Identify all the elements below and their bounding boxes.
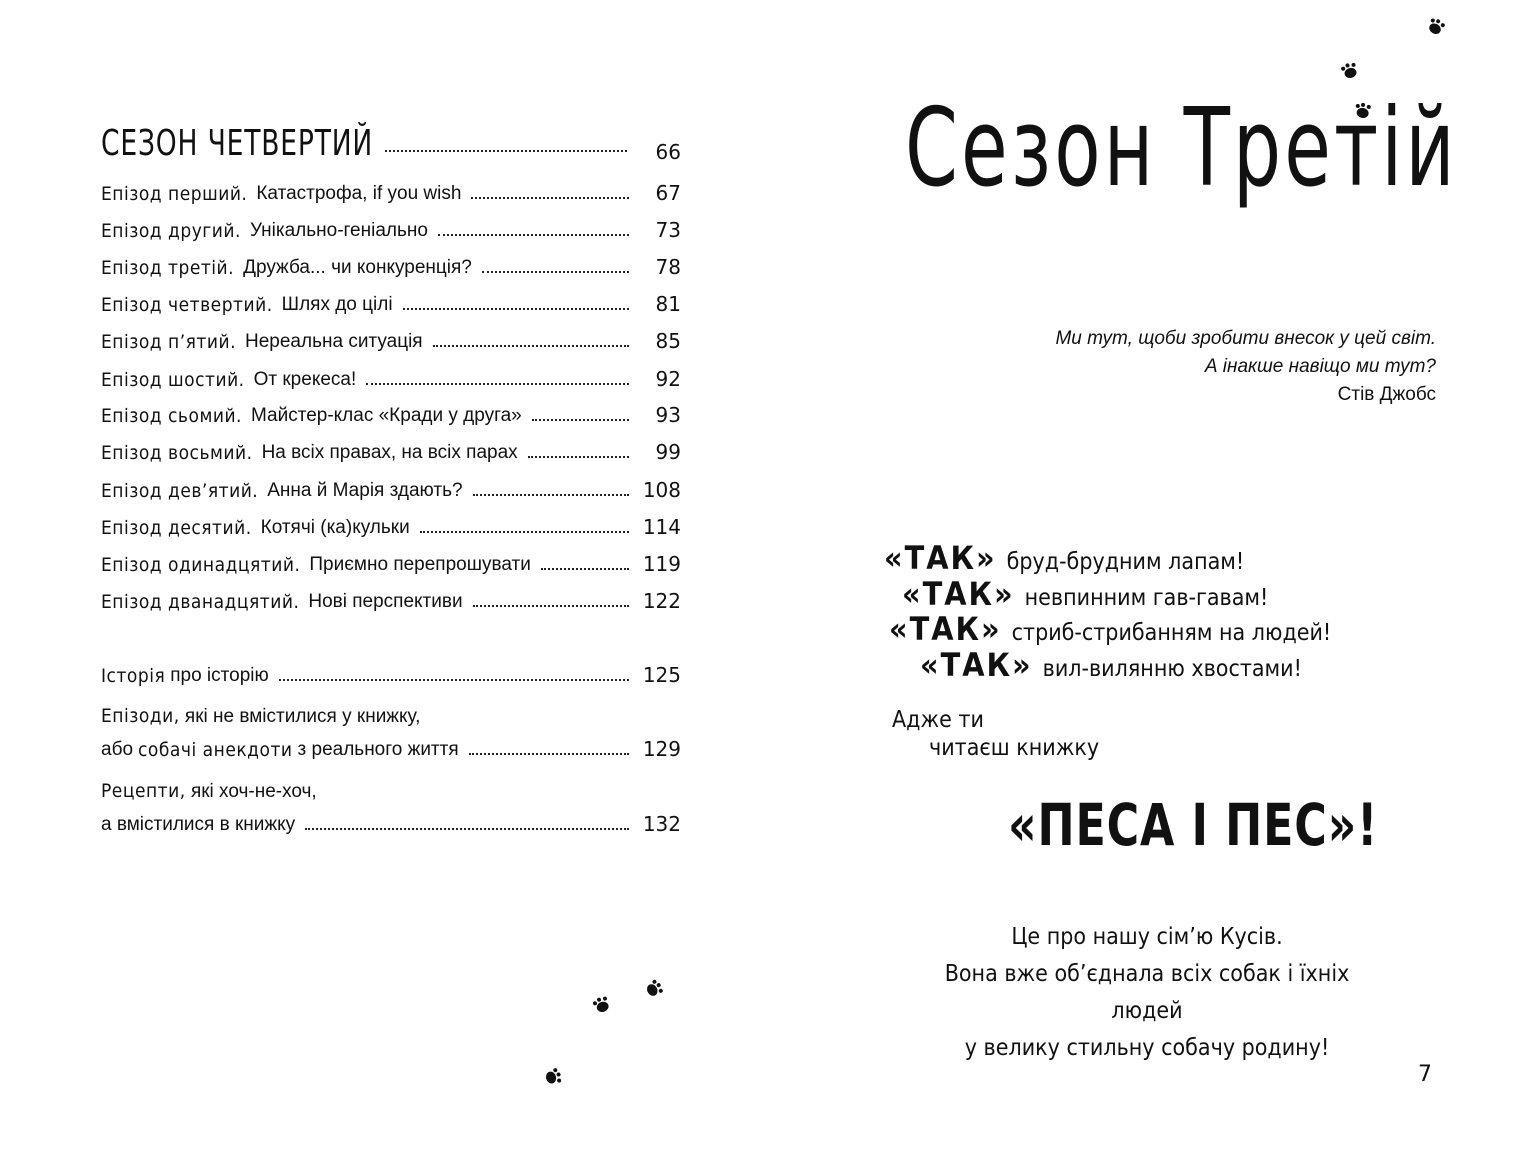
episode-title: Котячі (ка)кульки — [260, 517, 410, 538]
leader-dots — [279, 679, 629, 681]
adje-line: читаєш книжку — [929, 735, 1100, 761]
page-number-ref: 85 — [655, 329, 681, 353]
toc-row — [101, 251, 681, 279]
yes-line — [889, 610, 1332, 648]
extra-episodes-text: які не вмістилися у книжку, — [184, 706, 421, 727]
episode-label: Епізод четвертий. — [101, 294, 273, 316]
toc-row — [101, 214, 681, 242]
page-number-ref: 108 — [642, 478, 681, 502]
leader-dots — [438, 234, 629, 236]
episode-title: Катастрофа, if you wish — [256, 183, 462, 204]
page-number-ref: 122 — [642, 589, 681, 613]
page-number-ref: 114 — [642, 515, 681, 539]
quote-author: Стів Джобс — [1337, 384, 1436, 405]
episode-label: Епізод другий. — [101, 220, 241, 242]
paw-print-icon — [1423, 14, 1449, 40]
toc-row — [101, 585, 681, 613]
leader-dots — [532, 419, 629, 421]
epigraph — [1055, 325, 1436, 409]
jokes-label: собачі анекдоти — [138, 739, 293, 761]
page-number-ref: 78 — [655, 255, 681, 279]
paw-print-icon — [1338, 60, 1362, 83]
page-number-ref: 129 — [642, 737, 681, 761]
episode-label: Епізод дев’ятий. — [101, 480, 259, 502]
episode-title: Майстер-клас «Кради у друга» — [250, 405, 522, 426]
toc-row — [101, 363, 681, 391]
leader-dots — [528, 456, 629, 458]
page-number-ref: 119 — [642, 552, 681, 576]
about-block — [912, 919, 1382, 1067]
episode-label: Епізод п’ятий. — [101, 331, 236, 353]
paw-print-icon — [590, 993, 615, 1017]
yes-line — [902, 575, 1269, 613]
yes-text: вил-вилянню хвостами! — [1042, 656, 1302, 682]
yes-word: «ТАК» — [902, 575, 1015, 613]
page-number-ref: 81 — [655, 292, 681, 316]
yes-line — [884, 539, 1245, 577]
leader-dots — [420, 531, 629, 533]
leader-dots — [473, 494, 629, 496]
recipes-text: які хоч-не-хоч, — [190, 781, 317, 802]
yes-text: стриб-стрибанням на людей! — [1011, 620, 1332, 646]
episode-title: На всіх правах, на всіх парах — [261, 442, 518, 463]
leader-dots — [541, 568, 629, 570]
leader-dots — [403, 308, 629, 310]
episode-label: Епізод одинадцятий. — [101, 554, 301, 576]
toc-recipes-line1 — [101, 780, 681, 803]
toc-row — [101, 474, 681, 502]
page-number-ref: 67 — [655, 181, 681, 205]
toc-row — [101, 511, 681, 539]
episode-title: Нереальна ситуація — [245, 331, 423, 352]
leader-dots — [469, 753, 629, 755]
leader-dots — [385, 150, 627, 152]
page-number-ref: 132 — [642, 812, 681, 836]
episode-title: От крекеса! — [253, 369, 357, 390]
extra-prefix: або — [101, 739, 134, 760]
episode-title: Нові перспективи — [308, 591, 463, 612]
about-line: Вона вже об’єднала всіх собак і їхніх людей — [944, 961, 1350, 1024]
history-label: Історія — [101, 665, 166, 687]
episode-label: Епізод восьмий. — [101, 442, 253, 464]
episode-label: Епізод дванадцятий. — [101, 591, 300, 613]
leader-dots — [433, 345, 629, 347]
toc-row-history — [101, 659, 681, 687]
history-title: про історію — [170, 665, 269, 686]
toc-row — [101, 288, 681, 316]
book-title: «ПЕСА І ПЕС»! — [1008, 791, 1379, 859]
adje-line: Адже ти — [892, 707, 984, 733]
season-title: СЕЗОН ЧЕТВЕРТИЙ — [101, 123, 374, 164]
page-number: 7 — [1418, 1062, 1432, 1087]
extra-rest: з реального життя — [297, 739, 459, 760]
recipes-line2: а вмістилися в книжку — [101, 814, 296, 835]
recipes-label: Рецепти, — [101, 780, 186, 802]
extra-episodes-label: Епізоди, — [101, 705, 180, 727]
season-three-title: Сезон Третій — [905, 86, 1458, 211]
page-number-ref: 92 — [655, 367, 681, 391]
page-number-ref: 99 — [655, 440, 681, 464]
episode-title: Унікально-геніально — [249, 220, 428, 241]
episode-title: Анна й Марія здають? — [267, 480, 463, 501]
leader-dots — [473, 605, 629, 607]
page-number-ref: 125 — [642, 663, 681, 687]
yes-word: «ТАК» — [920, 646, 1033, 684]
episode-label: Епізод сьомий. — [101, 405, 242, 427]
yes-text: бруд-брудним лапам! — [1006, 549, 1245, 575]
toc-row — [101, 177, 681, 205]
episode-title: Дружба... чи конкуренція? — [243, 257, 472, 278]
leader-dots — [305, 828, 629, 830]
leader-dots — [471, 197, 629, 199]
toc-row-extra — [101, 733, 681, 761]
episode-label: Епізод шостий. — [101, 369, 245, 391]
toc-extra-line1 — [101, 705, 681, 728]
leader-dots — [366, 383, 629, 385]
episode-label: Епізод третій. — [101, 257, 235, 279]
yes-word: «ТАК» — [884, 539, 997, 577]
toc-row — [101, 325, 681, 353]
paw-print-icon — [641, 976, 667, 1002]
page-number-ref: 66 — [655, 140, 681, 164]
leader-dots — [482, 271, 629, 273]
episode-label: Епізод перший. — [101, 183, 248, 205]
toc-row-recipes — [101, 808, 681, 836]
yes-line — [920, 646, 1302, 684]
toc-season-heading — [101, 118, 681, 162]
paw-print-icon — [542, 1065, 565, 1089]
toc-row — [101, 548, 681, 576]
toc-row — [101, 399, 681, 427]
episode-title: Приємно перепрошувати — [309, 554, 531, 575]
quote-line: А інакше навіщо ми тут? — [1204, 356, 1436, 377]
about-line: у велику стильну собачу родину! — [964, 1035, 1330, 1061]
adje-block — [892, 706, 1099, 762]
yes-text: невпинним гав-гавам! — [1024, 585, 1269, 611]
episode-label: Епізод десятий. — [101, 517, 252, 539]
yes-word: «ТАК» — [889, 610, 1002, 648]
page-number-ref: 93 — [655, 403, 681, 427]
toc-row — [101, 436, 681, 464]
quote-line: Ми тут, щоби зробити внесок у цей світ. — [1055, 328, 1436, 349]
about-line: Це про нашу сім’ю Кусів. — [1011, 924, 1283, 950]
episode-title: Шлях до цілі — [281, 294, 393, 315]
page-number-ref: 73 — [655, 218, 681, 242]
